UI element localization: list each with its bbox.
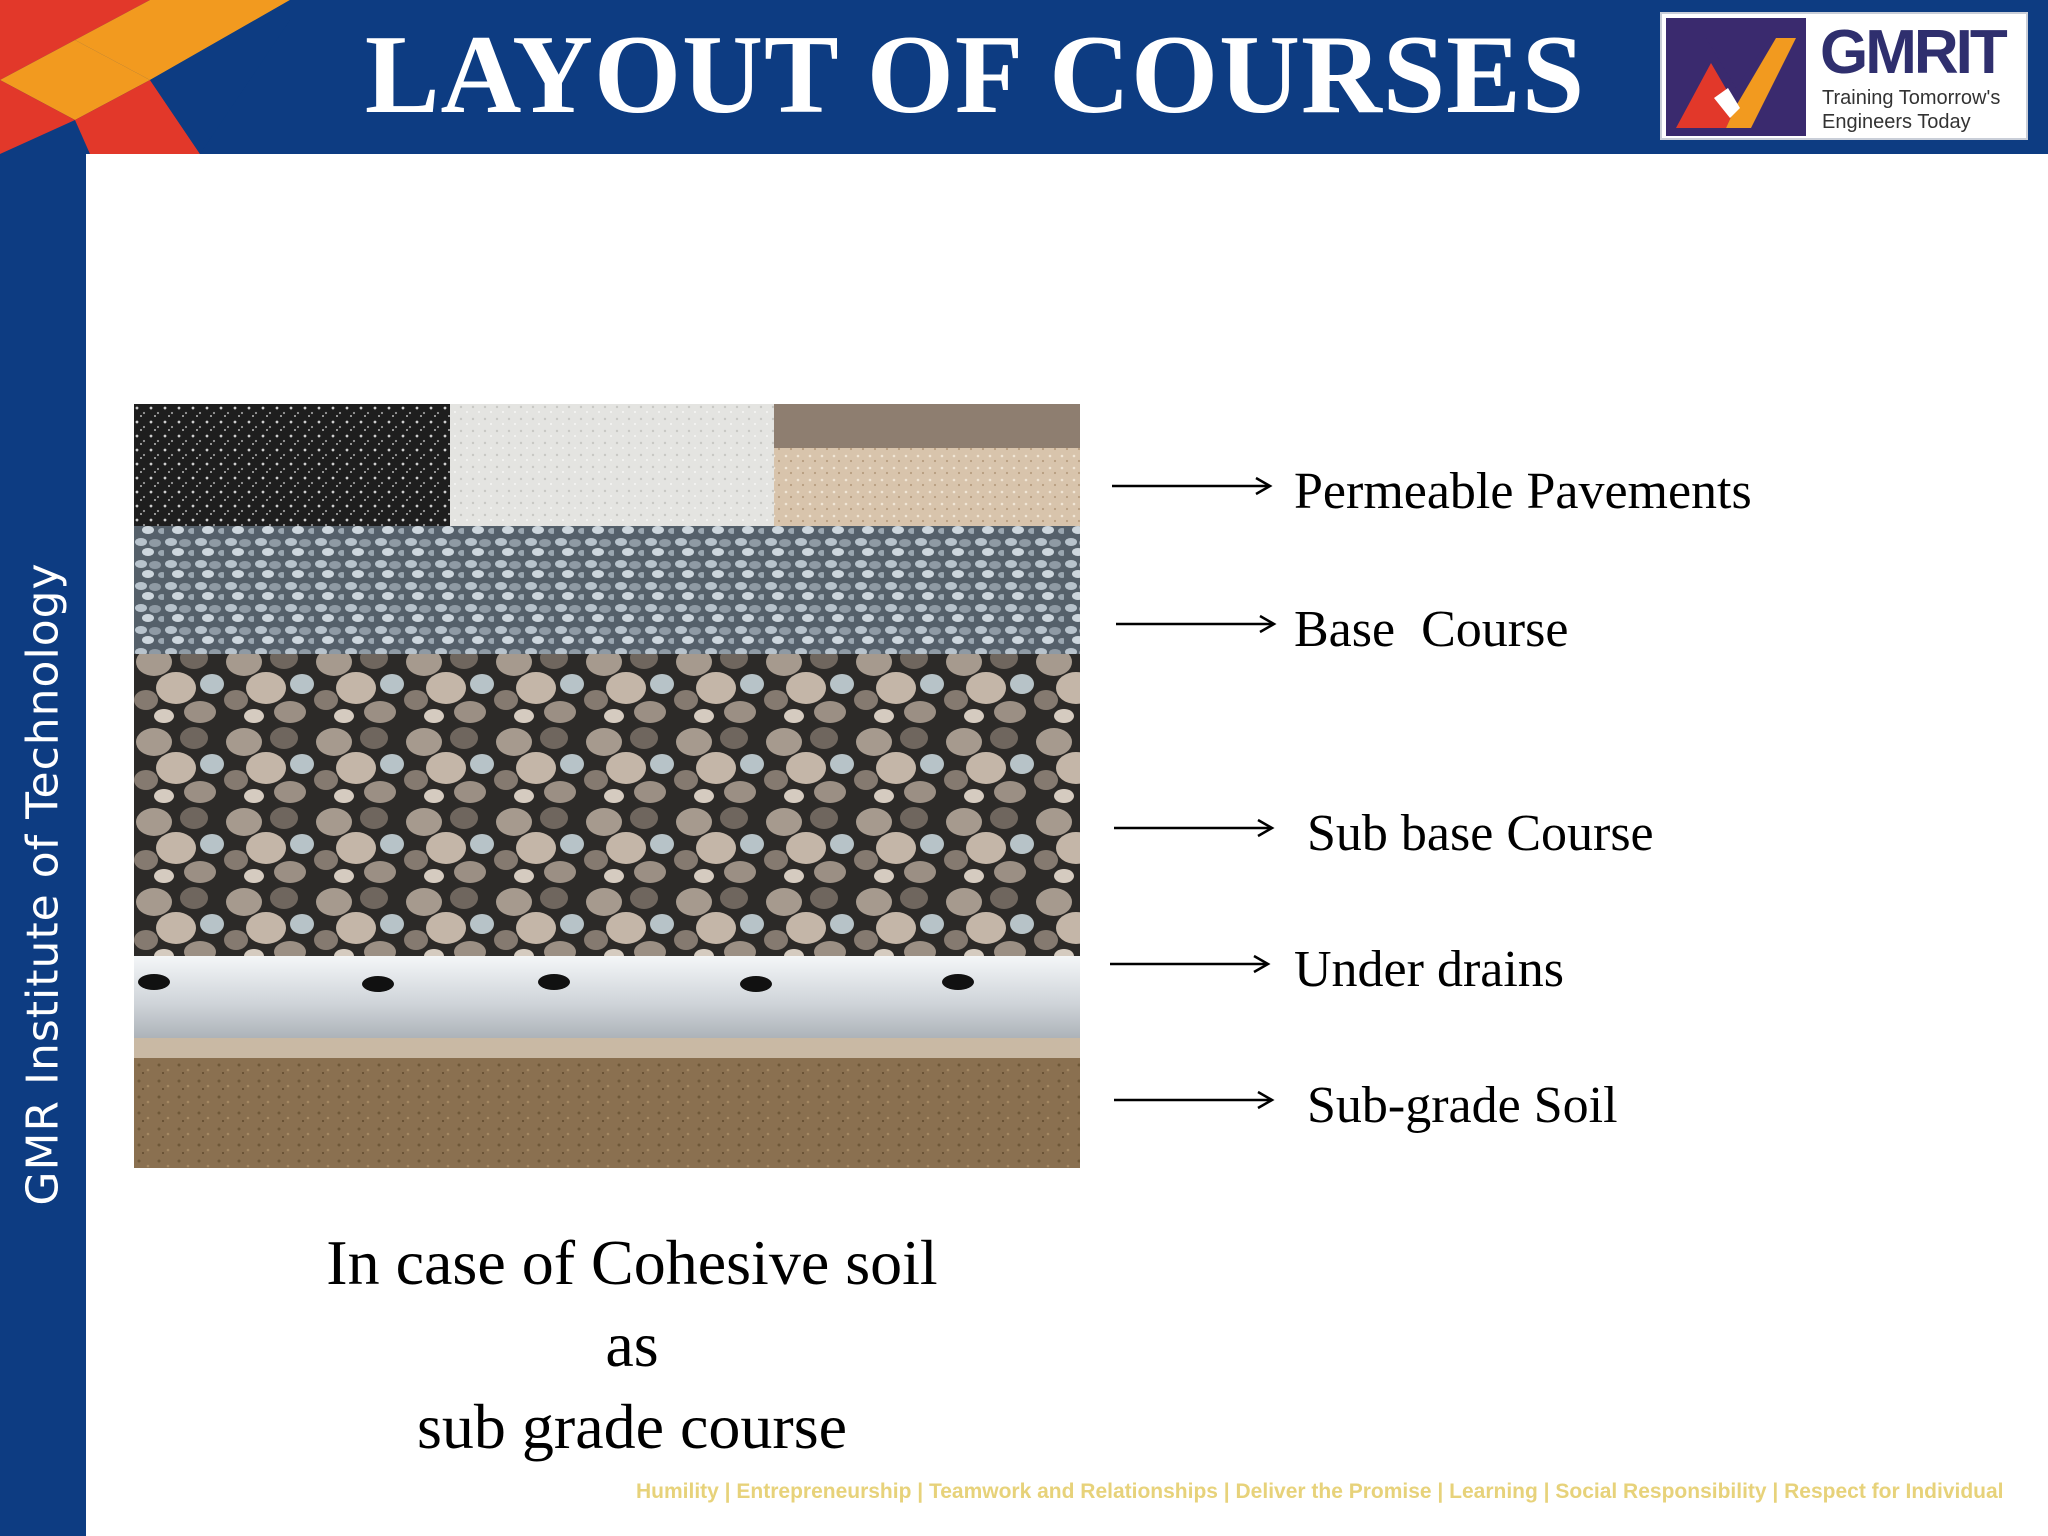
layer-label: Sub-grade Soil <box>1294 1077 1618 1134</box>
drain-hole <box>538 974 570 990</box>
logo-tagline <box>1822 86 2000 134</box>
right-arrow-icon <box>1112 1090 1276 1110</box>
layer-label: Permeable Pavements <box>1294 463 1752 520</box>
right-arrow-icon <box>1110 476 1274 496</box>
drain-hole <box>362 976 394 992</box>
paver-cap <box>774 404 1080 448</box>
sub-grade-soil <box>134 1058 1080 1168</box>
layer-label: Under drains <box>1294 941 1565 998</box>
base-course-gravel <box>134 526 1080 654</box>
sub-base-stones <box>134 654 1080 956</box>
slide-title: LAYOUT OF COURSES <box>364 13 1586 137</box>
right-arrow-icon <box>1114 614 1278 634</box>
layer-label: Base Course <box>1294 601 1569 658</box>
sidebar-institute-name: GMR Institute of Technology <box>17 562 69 1206</box>
drain-hole <box>942 974 974 990</box>
logo-tagline-line2: Engineers Today <box>1822 111 1971 133</box>
sidebar <box>0 154 86 1536</box>
drain-hole <box>138 974 170 990</box>
caption-line-1: In case of Cohesive soil <box>326 1227 938 1298</box>
asphalt-surface <box>134 404 450 526</box>
drain-hole <box>740 976 772 992</box>
logo-brand-text: GMRIT <box>1820 18 2005 87</box>
logo-mark-icon <box>1666 18 1806 136</box>
gmrit-logo <box>1660 12 2028 140</box>
paver-surface <box>774 448 1080 526</box>
footer-core-values: Humility | Entrepreneurship | Teamwork and Relationships | Deliver the Promise | Learning | Social Responsibility | Respect for Individual <box>636 1480 2004 1503</box>
corner-decoration <box>0 0 290 154</box>
layer-label: Sub base Course <box>1294 805 1654 862</box>
right-arrow-icon <box>1112 818 1276 838</box>
logo-tagline-line1: Training Tomorrow's <box>1822 87 2001 109</box>
concrete-surface <box>450 404 774 526</box>
caption-line-2: as <box>605 1309 659 1380</box>
right-arrow-icon <box>1108 954 1272 974</box>
under-drain-pipe <box>134 956 1080 1042</box>
caption-line-3: sub grade course <box>416 1391 848 1462</box>
diagram-caption <box>232 1222 1032 1468</box>
pavement-layers-diagram <box>134 404 1080 1168</box>
